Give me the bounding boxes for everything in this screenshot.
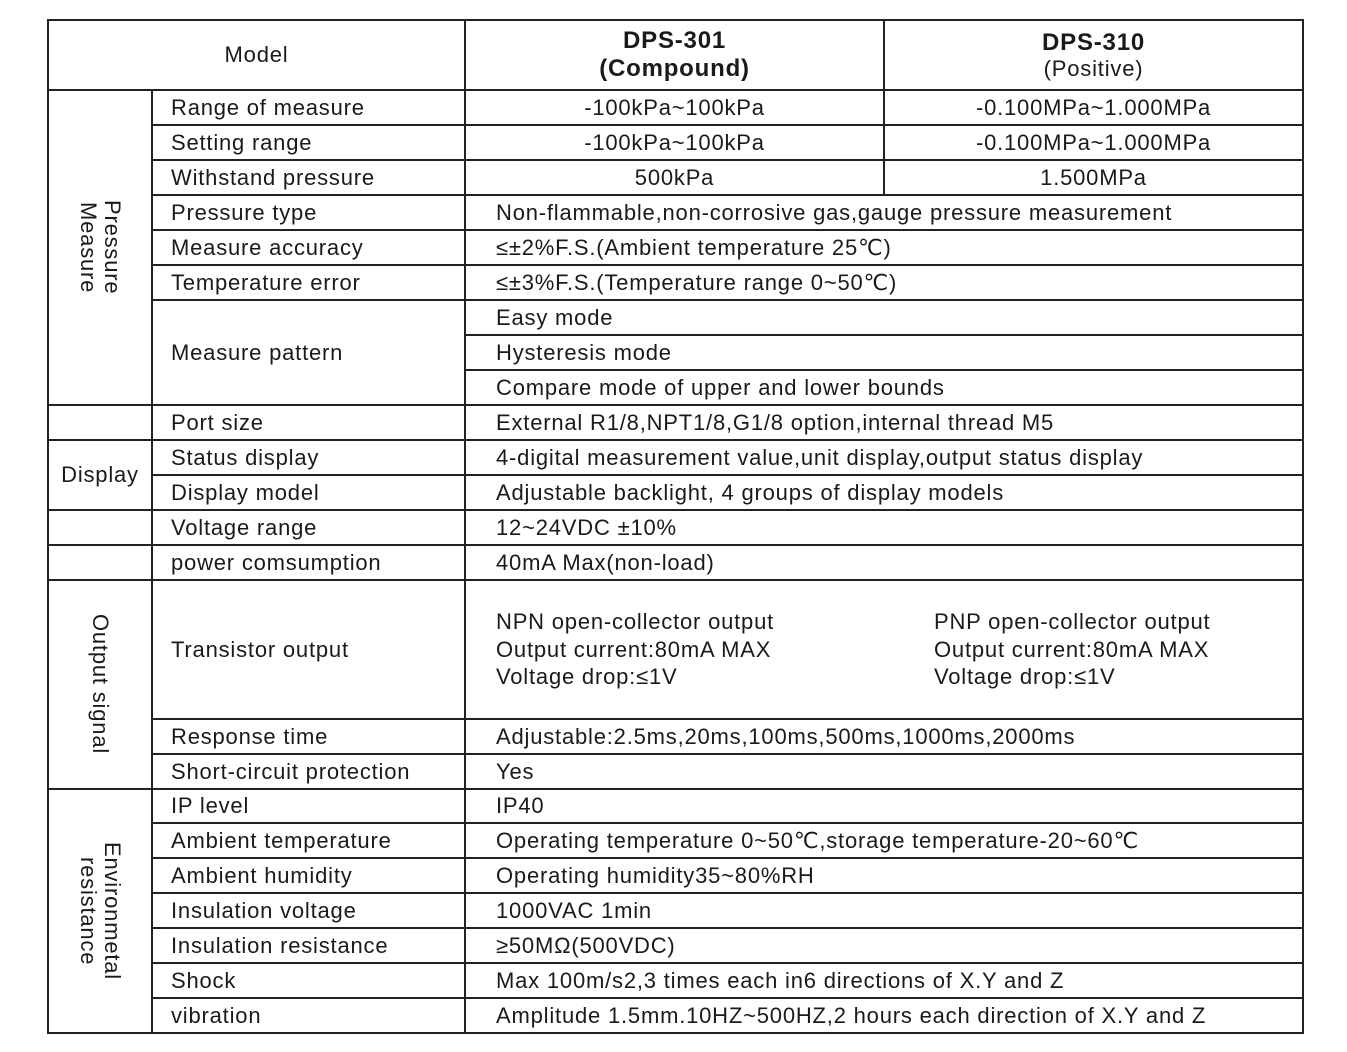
display-model-label: Display model <box>152 475 465 510</box>
pnp-output-type: PNP open-collector output <box>934 609 1211 635</box>
empty-category-port <box>48 405 152 440</box>
dps-301-name: DPS-301 <box>623 27 726 55</box>
voltage-range-label: Voltage range <box>152 510 465 545</box>
row-response-time <box>48 719 1303 754</box>
shock-value: Max 100m/s2,3 times each in6 directions of X.Y and Z <box>465 963 1303 998</box>
voltage-range-value: 12~24VDC ±10% <box>465 510 1303 545</box>
npn-output-block <box>496 608 934 691</box>
ip-level-value: IP40 <box>465 789 1303 823</box>
pnp-output-block <box>934 608 1303 691</box>
vibration-value: Amplitude 1.5mm.10HZ~500HZ,2 hours each direction of X.Y and Z <box>465 998 1303 1033</box>
insulation-voltage-label: Insulation voltage <box>152 893 465 928</box>
temperature-error-value: ≤±3%F.S.(Temperature range 0~50℃) <box>465 265 1303 300</box>
insulation-voltage-value: 1000VAC 1min <box>465 893 1303 928</box>
pnp-output-current: Output current:80mA MAX <box>934 636 1210 662</box>
ambient-humidity-value: Operating humidity35~80%RH <box>465 858 1303 893</box>
setting-range-dps310: -0.100MPa~1.000MPa <box>884 125 1303 160</box>
power-consumption-label: power comsumption <box>152 545 465 580</box>
display-model-value: Adjustable backlight, 4 groups of display models <box>465 475 1303 510</box>
short-circuit-value: Yes <box>465 754 1303 789</box>
dps-310-type: (Positive) <box>1043 56 1144 82</box>
row-ambient-temperature <box>48 823 1303 858</box>
row-withstand-pressure <box>48 160 1303 195</box>
dps-301-header <box>465 20 884 90</box>
pressure-measure-label: Pressure Measure <box>76 200 126 295</box>
row-shock <box>48 963 1303 998</box>
output-signal-label: Output signal <box>88 614 114 755</box>
range-of-measure-dps301: -100kPa~100kPa <box>465 90 884 125</box>
row-insulation-voltage <box>48 893 1303 928</box>
port-size-label: Port size <box>152 405 465 440</box>
withstand-pressure-dps310: 1.500MPa <box>884 160 1303 195</box>
spec-table <box>47 19 1304 1034</box>
ambient-temperature-label: Ambient temperature <box>152 823 465 858</box>
status-display-label: Status display <box>152 440 465 475</box>
transistor-output-value <box>465 580 1303 719</box>
measure-accuracy-label: Measure accuracy <box>152 230 465 265</box>
empty-category-voltage <box>48 510 152 545</box>
measure-pattern-easy: Easy mode <box>465 300 1303 335</box>
setting-range-dps301: -100kPa~100kPa <box>465 125 884 160</box>
insulation-resistance-value: ≥50MΩ(500VDC) <box>465 928 1303 963</box>
response-time-value: Adjustable:2.5ms,20ms,100ms,500ms,1000ms,2000ms <box>465 719 1303 754</box>
response-time-label: Response time <box>152 719 465 754</box>
setting-range-label: Setting range <box>152 125 465 160</box>
row-measure-pattern <box>48 300 1303 335</box>
ambient-humidity-label: Ambient humidity <box>152 858 465 893</box>
model-header: Model <box>48 20 465 90</box>
row-setting-range <box>48 125 1303 160</box>
dps-301-type: (Compound) <box>599 55 750 82</box>
row-pressure-type <box>48 195 1303 230</box>
pressure-type-value: Non-flammable,non-corrosive gas,gauge pressure measurement <box>465 195 1303 230</box>
insulation-resistance-label: Insulation resistance <box>152 928 465 963</box>
measure-pattern-hysteresis: Hysteresis mode <box>465 335 1303 370</box>
vibration-label: vibration <box>152 998 465 1033</box>
pnp-voltage-drop: Voltage drop:≤1V <box>934 664 1116 690</box>
npn-voltage-drop: Voltage drop:≤1V <box>496 664 678 690</box>
row-transistor-output <box>48 580 1303 719</box>
power-consumption-value: 40mA Max(non-load) <box>465 545 1303 580</box>
ambient-temperature-value: Operating temperature 0~50℃,storage temperature-20~60℃ <box>465 823 1303 858</box>
range-of-measure-label: Range of measure <box>152 90 465 125</box>
withstand-pressure-dps301: 500kPa <box>465 160 884 195</box>
measure-pattern-label: Measure pattern <box>152 300 465 405</box>
row-measure-accuracy <box>48 230 1303 265</box>
row-range-of-measure <box>48 90 1303 125</box>
temperature-error-label: Temperature error <box>152 265 465 300</box>
npn-output-type: NPN open-collector output <box>496 609 775 635</box>
category-display: Display <box>48 440 152 510</box>
dps-310-name: DPS-310 <box>1042 28 1145 56</box>
header-row <box>48 20 1303 90</box>
row-ip-level <box>48 789 1303 823</box>
row-short-circuit <box>48 754 1303 789</box>
row-temperature-error <box>48 265 1303 300</box>
row-power-consumption <box>48 545 1303 580</box>
row-insulation-resistance <box>48 928 1303 963</box>
withstand-pressure-label: Withstand pressure <box>152 160 465 195</box>
category-output-signal <box>48 580 152 789</box>
row-port-size <box>48 405 1303 440</box>
row-status-display <box>48 440 1303 475</box>
port-size-value: External R1/8,NPT1/8,G1/8 option,internal thread M5 <box>465 405 1303 440</box>
row-ambient-humidity <box>48 858 1303 893</box>
range-of-measure-dps310: -0.100MPa~1.000MPa <box>884 90 1303 125</box>
short-circuit-label: Short-circuit protection <box>152 754 465 789</box>
environmental-label: Environmetal resistance <box>76 842 126 980</box>
pressure-type-label: Pressure type <box>152 195 465 230</box>
measure-accuracy-value: ≤±2%F.S.(Ambient temperature 25℃) <box>465 230 1303 265</box>
ip-level-label: IP level <box>152 789 465 823</box>
status-display-value: 4-digital measurement value,unit display,output status display <box>465 440 1303 475</box>
empty-category-power <box>48 545 152 580</box>
measure-pattern-compare: Compare mode of upper and lower bounds <box>465 370 1303 405</box>
row-voltage-range <box>48 510 1303 545</box>
row-display-model <box>48 475 1303 510</box>
npn-output-current: Output current:80mA MAX <box>496 636 772 662</box>
row-vibration <box>48 998 1303 1033</box>
category-pressure-measure <box>48 90 152 405</box>
shock-label: Shock <box>152 963 465 998</box>
dps-310-header <box>884 20 1303 90</box>
transistor-output-label: Transistor output <box>152 580 465 719</box>
category-environmental <box>48 789 152 1033</box>
